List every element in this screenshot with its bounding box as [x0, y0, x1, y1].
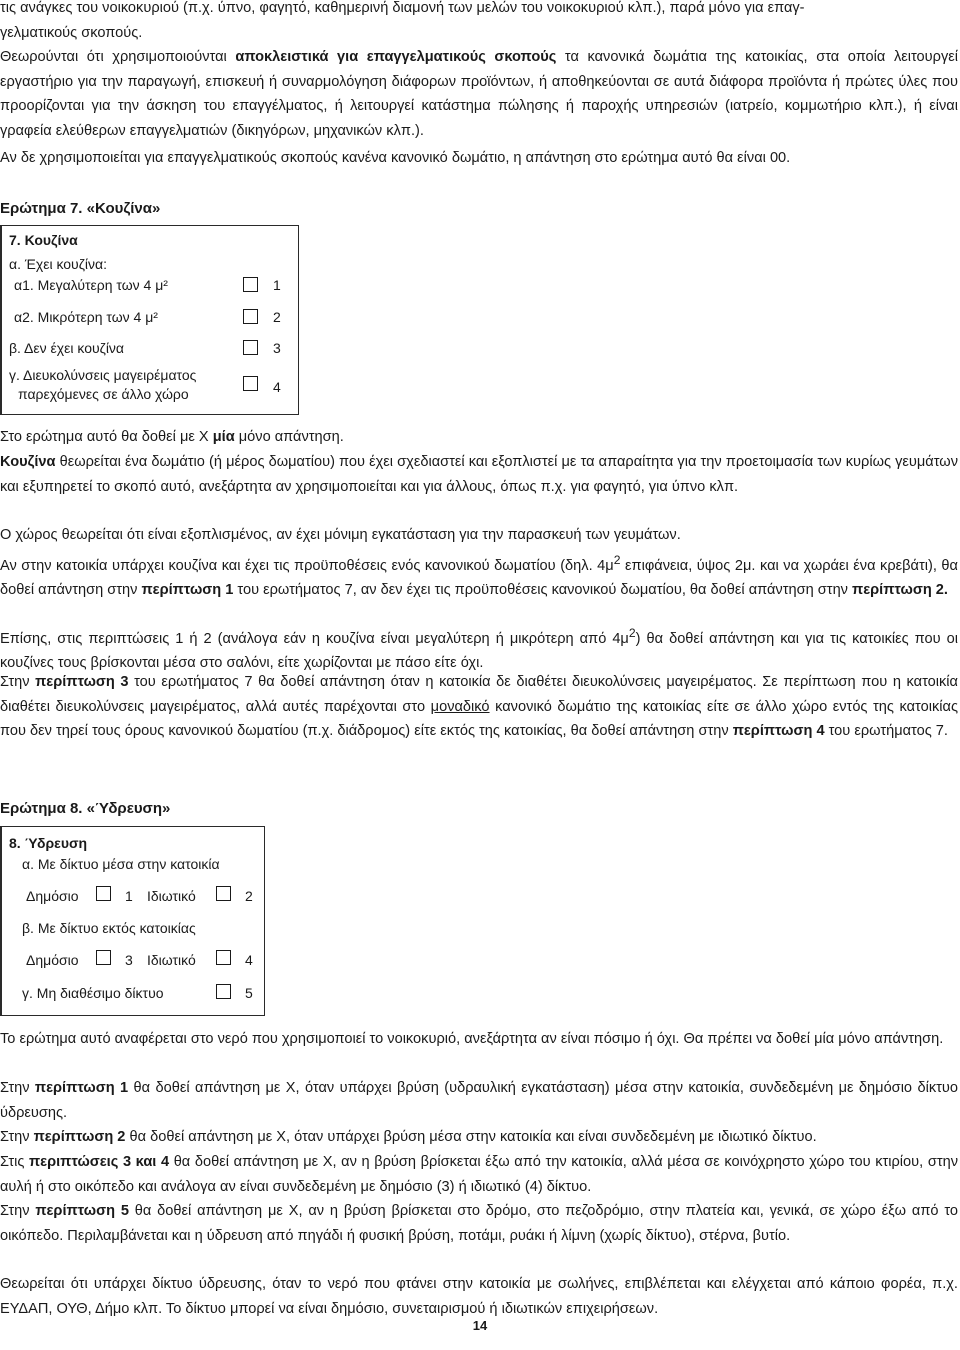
underlined-text: μοναδικό	[430, 698, 490, 715]
water-b-private-checkbox[interactable]	[216, 950, 231, 965]
text-run: μόνο απάντηση.	[234, 429, 344, 445]
text-run: θεωρείται ένα δωμάτιο (ή μέρος δωματίου) που έχει σχεδιαστεί και εξοπλιστεί με τα απαραίτητα για την προετοιμασία των κυρίως γευμάτων και εξυπηρετεί το σκοπό αυτό, ανεξάρτητα αν χρησιμοποιείται και για άλλους, όπως π.χ. για φαγητό, για ύπνο κλπ.	[0, 454, 958, 495]
kitchen-option-a-label: α. Έχει κουζίνα:	[9, 256, 107, 272]
kitchen-option-a1-label: α1. Μεγαλύτερη των 4 μ²	[14, 277, 168, 293]
q7-paragraph-3: Ο χώρος θεωρείται ότι είναι εξοπλισμένος, αν έχει μόνιμη εγκατάσταση για την παρασκευή των γευμάτων.	[0, 527, 681, 543]
text-run: του ερωτήματος 7, αν δεν έχει τις προϋποθέσεις κανονικού δωματίου, θα δοθεί απάντηση στην	[233, 582, 853, 599]
kitchen-a2-checkbox[interactable]	[243, 309, 258, 324]
text-run: του ερωτήματος 7.	[824, 723, 948, 739]
case-ref: περίπτωση 1	[141, 582, 234, 599]
water-option-b-label: β. Με δίκτυο εκτός κατοικίας	[22, 920, 196, 936]
kitchen-option-c-label-line1: γ. Διευκολύνσεις μαγειρέματος	[9, 367, 197, 383]
case-ref: περίπτωση 2	[33, 1129, 126, 1145]
intro-paragraph-2	[0, 45, 958, 143]
water-a-private-label: Ιδιωτικό	[147, 888, 196, 904]
q7-paragraph-2	[0, 450, 958, 499]
intro-paragraph-3: Αν δε χρησιμοποιείται για επαγγελματικούς σκοπούς κανένα κανονικό δωμάτιο, η απάντηση στο ερώτημα αυτό θα είναι 00.	[0, 150, 791, 166]
q7-paragraph-1	[0, 425, 958, 450]
case-ref: περίπτωση 1	[34, 1080, 129, 1096]
text-run: επιφάνεια, ύψος 2μ. και να χωράει ένα κρεβάτι), θα δοθεί απάντηση στην	[0, 557, 958, 599]
water-option-a-label: α. Με δίκτυο μέσα στην κατοικία	[22, 856, 220, 872]
q7-paragraph-6	[0, 670, 958, 744]
emphasis-text: αποκλειστικά για επαγγελματικούς σκοπούς	[235, 49, 557, 65]
water-b-public-checkbox[interactable]	[96, 950, 111, 965]
kitchen-a2-code: 2	[273, 309, 281, 325]
q8-paragraph-6: Θεωρείται ότι υπάρχει δίκτυο ύδρευσης, όταν το νερό που φτάνει στην κατοικία με σωλήνες, επιβλέπεται και ελέγχεται από κάποιο φορέα, π.χ. ΕΥΔΑΠ, ΟΥΘ, Δήμο κλπ. Το δίκτυο μπορεί να είναι δημόσιο, συνεταιρισμού ή ιδιωτικών επιχειρήσεων.	[0, 1276, 958, 1317]
text-run: θα δοθεί απάντηση με Χ, αν η βρύση βρίσκεται έξω από την κατοικία, αλλά μέσα σε κοινόχρηστο χώρο του κτιρίου, στην αυλή ή στο οικόπεδο και ανάλογα αν είναι συνδεδεμένη με δημόσιο (3) ή ιδιωτικό (4) δίκτυο.	[0, 1154, 959, 1195]
text-run: θα δοθεί απάντηση με Χ, όταν υπάρχει βρύση (υδραυλική εγκατάσταση) μέσα στην κατοικία, συνδεδεμένη με δημόσιο δίκτυο ύδρευσης.	[0, 1080, 958, 1121]
case-ref: περίπτωση 2.	[852, 582, 948, 599]
kitchen-option-c-label-line2: παρεχόμενες σε άλλο χώρο	[18, 386, 189, 402]
water-b-private-code: 4	[245, 952, 253, 968]
intro-line-1: τις ανάγκες του νοικοκυριού (π.χ. ύπνο, φαγητό, καθημερινή διαμονή των μελών του νοικοκυριού κλπ.), παρά μόνο για επαγ-	[0, 0, 805, 16]
water-a-private-code: 2	[245, 888, 253, 904]
q8-paragraph-4	[0, 1150, 958, 1199]
text-run: Στις	[0, 1154, 29, 1170]
water-option-c-label: γ. Μη διαθέσιμο δίκτυο	[22, 985, 164, 1001]
question-7-heading: Ερώτημα 7. «Κουζίνα»	[0, 200, 161, 217]
q7-paragraph-4	[0, 548, 958, 603]
text-run: Στην	[0, 1129, 34, 1145]
kitchen-b-checkbox[interactable]	[243, 340, 258, 355]
q7-paragraph-5	[0, 621, 958, 676]
q8-paragraph-5	[0, 1199, 958, 1248]
kitchen-c-checkbox[interactable]	[243, 376, 258, 391]
water-c-checkbox[interactable]	[216, 984, 231, 999]
water-b-private-label: Ιδιωτικό	[147, 952, 196, 968]
water-b-public-code: 3	[125, 952, 133, 968]
text-run: κανονικό δωμάτιο της κατοικίας είτε σε άλλο χώρο εντός της κατοικίας που δεν τηρεί τους όρους κανονικού δωματίου (π.χ. διάδρομος) είτε εκτός της κατοικίας, θα δοθεί απάντηση στην	[0, 698, 958, 739]
text-run: Στην	[0, 674, 36, 690]
intro-line-2: γελματικούς σκοπούς.	[0, 24, 143, 41]
kitchen-c-code: 4	[273, 379, 281, 395]
text-run: θα δοθεί απάντηση με Χ, όταν υπάρχει βρύση μέσα στην κατοικία και είναι συνδεδεμένη με ιδιωτικό δίκτυο.	[125, 1129, 817, 1145]
q8-paragraph-3	[0, 1125, 958, 1150]
text-run: Στην	[0, 1203, 36, 1219]
case-ref: περίπτωση 4	[732, 723, 825, 739]
superscript: 2	[613, 553, 621, 567]
case-ref: περίπτωση 3	[35, 674, 129, 690]
water-a-public-label: Δημόσιο	[26, 888, 79, 904]
kitchen-option-b-label: β. Δεν έχει κουζίνα	[9, 340, 125, 356]
text-run: Στην	[0, 1080, 35, 1096]
emphasis-text: μία	[212, 429, 235, 445]
water-b-public-label: Δημόσιο	[26, 952, 79, 968]
kitchen-a1-checkbox[interactable]	[243, 277, 258, 292]
term-kitchen: Κουζίνα	[0, 454, 56, 470]
kitchen-a1-code: 1	[273, 277, 281, 293]
water-supply-form-box	[0, 826, 265, 1016]
text-run: Αν στην κατοικία υπάρχει κουζίνα και έχει τις προϋποθέσεις ενός κανονικού δωματίου (δηλ. 4μ	[0, 557, 614, 574]
q8-paragraph-1: Το ερώτημα αυτό αναφέρεται στο νερό που χρησιμοποιεί το νοικοκυριό, ανεξάρτητα αν είναι πόσιμο ή όχι. Θα πρέπει να δοθεί μία μόνο απάντηση.	[0, 1031, 944, 1047]
case-ref: περιπτώσεις 3 και 4	[28, 1154, 170, 1170]
water-a-public-checkbox[interactable]	[96, 886, 111, 901]
water-form-title: 8. Ύδρευση	[9, 835, 88, 851]
question-8-heading: Ερώτημα 8. «Ύδρευση»	[0, 800, 171, 817]
kitchen-option-a2-label: α2. Μικρότερη των 4 μ²	[14, 309, 158, 325]
q8-paragraph-2	[0, 1076, 958, 1125]
water-a-private-checkbox[interactable]	[216, 886, 231, 901]
intro-paragraph-1	[0, 0, 958, 45]
kitchen-b-code: 3	[273, 340, 281, 356]
text-run: Θεωρούνται ότι χρησιμοποιούνται	[0, 49, 236, 65]
text-run: τα κανονικά δωμάτια της κατοικίας, στα οποία λειτουργεί εργαστήριο για την παραγωγή, επισκευή ή συναρμολόγηση διάφορων προϊόντων, ή αποθηκεύονται σε αυτά διάφορα προϊόντα ή πρώτες ύλες που προορίζονται για την άσκηση του επαγγέλματος, ή λειτουργεί κατάστημα πώλησης ή παροχής υπηρεσιών (ιατρείο, κομμωτήριο κλπ.), ή είναι γραφεία ελεύθερων επαγγελματιών (δικηγόρων, μηχανικών κλπ.).	[0, 49, 958, 139]
water-c-code: 5	[245, 985, 253, 1001]
text-run: Στο ερώτημα αυτό θα δοθεί με Χ	[0, 429, 213, 445]
water-a-public-code: 1	[125, 888, 133, 904]
text-run: Επίσης, στις περιπτώσεις 1 ή 2 (ανάλογα εάν η κουζίνα είναι μεγαλύτερη ή μικρότερη από 4μ	[0, 630, 629, 647]
case-ref: περίπτωση 5	[35, 1203, 129, 1219]
text-run: του ερωτήματος 7 θα δοθεί απάντηση όταν η κατοικία δε διαθέτει διευκολύνσεις μαγειρέματος. Σε περίπτωση που η κατοικία διαθέτει διευκολύνσεις μαγειρέματος, αλλά αυτές παρέχονται στο	[0, 674, 958, 715]
page-number: 14	[472, 1318, 488, 1333]
text-run: ) θα δοθεί απάντηση και για τις κατοικίες που οι κουζίνες τους βρίσκονται μέσα στο σαλόνι, είτε χωρίζονται με πάσο είτε όχι.	[0, 630, 958, 672]
text-run: θα δοθεί απάντηση με Χ, αν η βρύση βρίσκεται στο δρόμο, στο πεζοδρόμιο, στην πλατεία και, γενικά, σε χώρο έξω από το οικόπεδο. Περιλαμβάνεται και η ύδρευση από πηγάδι ή φυσική βρύση, ποτάμι, ρυάκι ή λίμνη (χωρίς δίκτυο), στέρνα, βυτίο.	[0, 1203, 959, 1244]
kitchen-form-box	[0, 225, 299, 415]
superscript: 2	[628, 626, 636, 640]
kitchen-form-title: 7. Κουζίνα	[9, 232, 78, 248]
